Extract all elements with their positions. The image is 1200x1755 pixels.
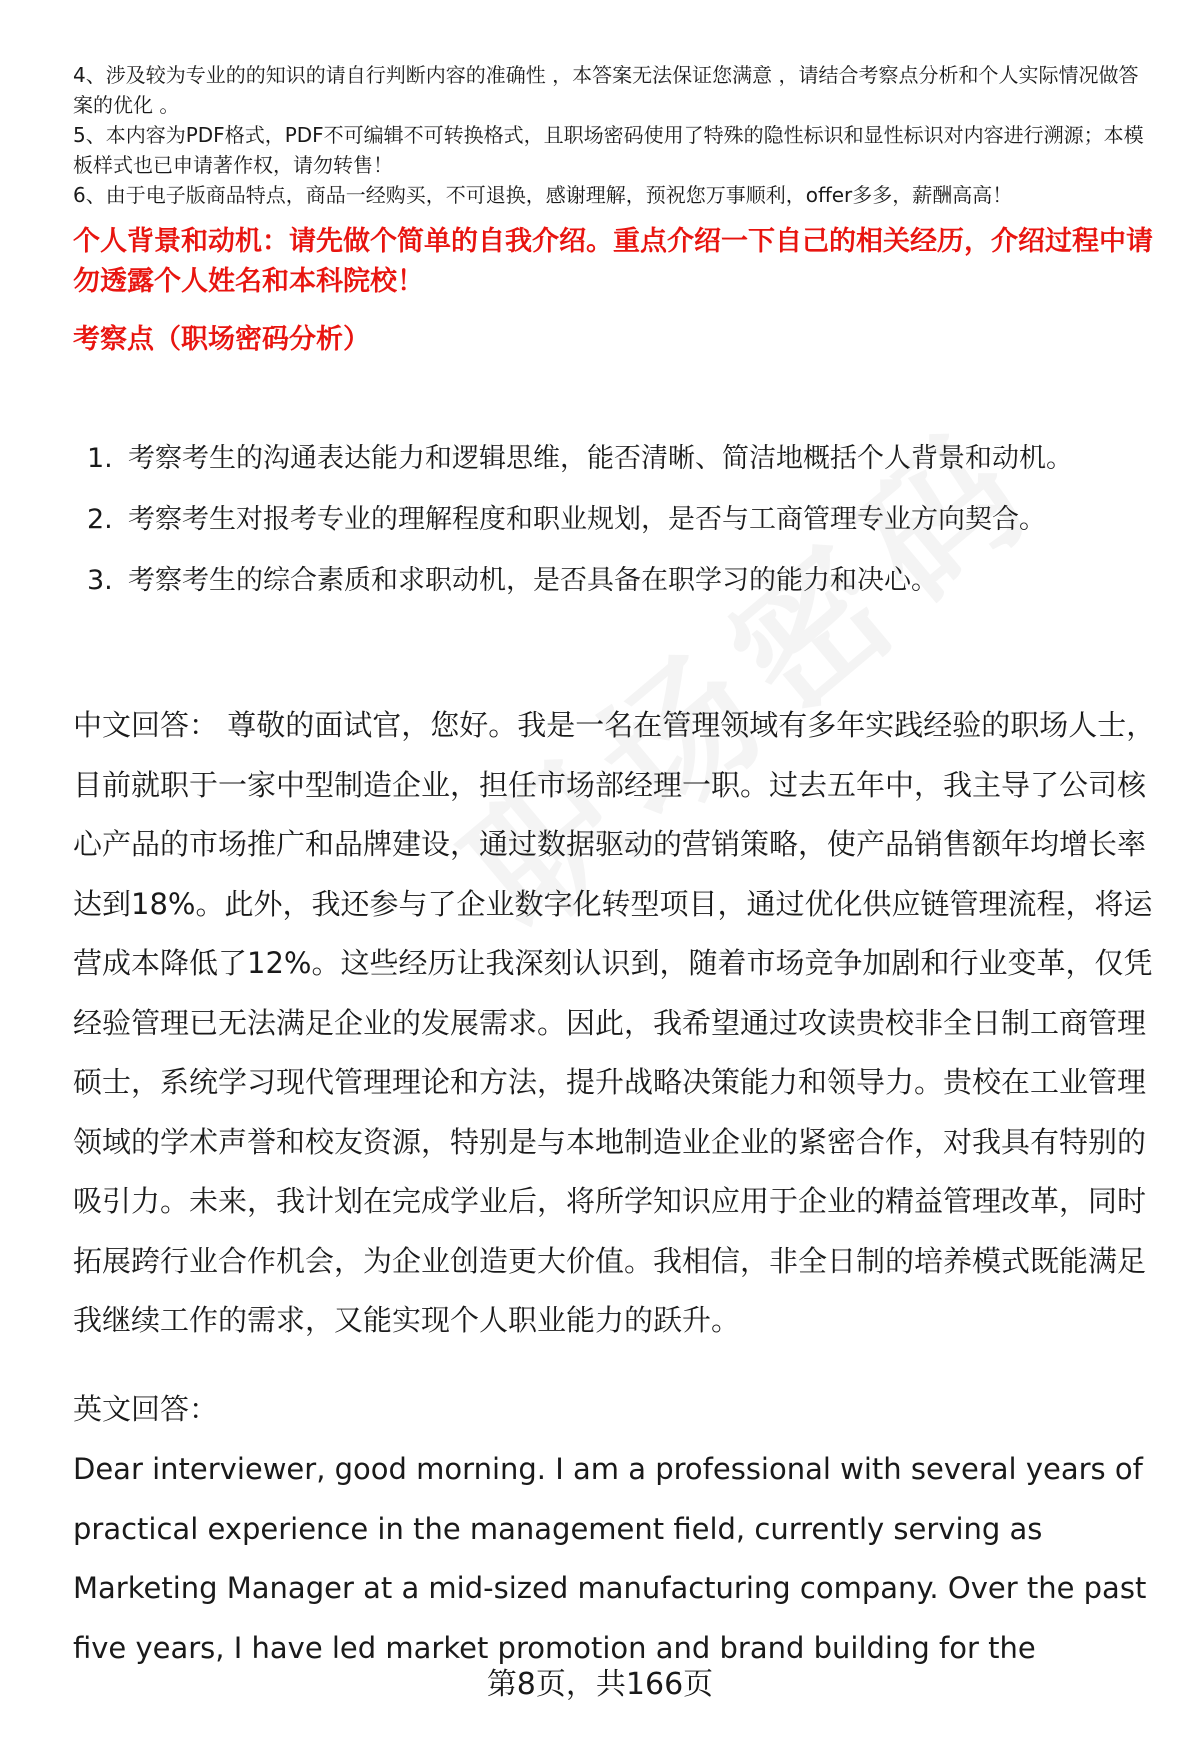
note-5: 5、本内容为PDF格式，PDF不可编辑不可转换格式，且职场密码使用了特殊的隐性标识和显性标识对内容进行溯源；本模板样式也已申请著作权，请勿转售！ (73, 123, 1144, 177)
analysis-points (73, 430, 1153, 613)
english-answer: Dear interviewer, good morning. I am a professional with several years of practical experience in the management field, currently serving as Marketing Manager at a mid-sized manufacturing company. Over the past five years, I have led market promotion and brand building for the (73, 1452, 1147, 1665)
english-answer-label: 英文回答： (73, 1392, 219, 1426)
point-text: 考察考生的综合素质和求职动机，是否具备在职学习的能力和决心。 (128, 565, 938, 596)
question-heading: 个人背景和动机：请先做个简单的自我介绍。重点介绍一下自己的相关经历，介绍过程中请勿透露个人姓名和本科院校！ (73, 226, 1153, 297)
point-number: 2. (87, 504, 113, 535)
analysis-point (73, 430, 1153, 488)
note-6: 6、由于电子版商品特点，商品一经购买，不可退换，感谢理解，预祝您万事顺利，offer多多，薪酬高高！ (73, 183, 1013, 207)
chinese-answer: 中文回答： 尊敬的面试官，您好。我是一名在管理领域有多年实践经验的职场人士，目前就职于一家中型制造企业，担任市场部经理一职。过去五年中，我主导了公司核心产品的市场推广和品牌建设，通过数据驱动的营销策略，使产品销售额年均增长率达到18%。此外，我还参与了企业数字化转型项目，通过优化供应链管理流程，将运营成本降低了12%。这些经历让我深刻认识到，随着市场竞争加剧和行业变革，仅凭经验管理已无法满足企业的发展需求。因此，我希望通过攻读贵校非全日制工商管理硕士，系统学习现代管理理论和方法，提升战略决策能力和领导力。贵校在工业管理领域的学术声誉和校友资源，特别是与本地制造业企业的紧密合作，对我具有特别的吸引力。未来，我计划在完成学业后，将所学知识应用于企业的精益管理改革，同时拓展跨行业合作机会，为企业创造更大价值。我相信，非全日制的培养模式既能满足我继续工作的需求，又能实现个人职业能力的跃升。 (73, 708, 1156, 1337)
page-footer: 第8页，共166页 (486, 1667, 714, 1702)
notes-block (73, 60, 1153, 210)
point-text: 考察考生的沟通表达能力和逻辑思维，能否清晰、简洁地概括个人背景和动机。 (128, 443, 1073, 474)
point-number: 1. (87, 443, 113, 474)
analysis-title: 考察点（职场密码分析） (73, 324, 370, 355)
analysis-point (73, 491, 1153, 549)
note-4: 4、涉及较为专业的的知识的请自行判断内容的准确性 ，本答案无法保证您满意 ，请结合考察点分析和个人实际情况做答案的优化 。 (73, 63, 1139, 117)
analysis-point (73, 552, 1153, 610)
point-text: 考察考生对报考专业的理解程度和职业规划，是否与工商管理专业方向契合。 (128, 504, 1046, 535)
point-number: 3. (87, 565, 113, 596)
